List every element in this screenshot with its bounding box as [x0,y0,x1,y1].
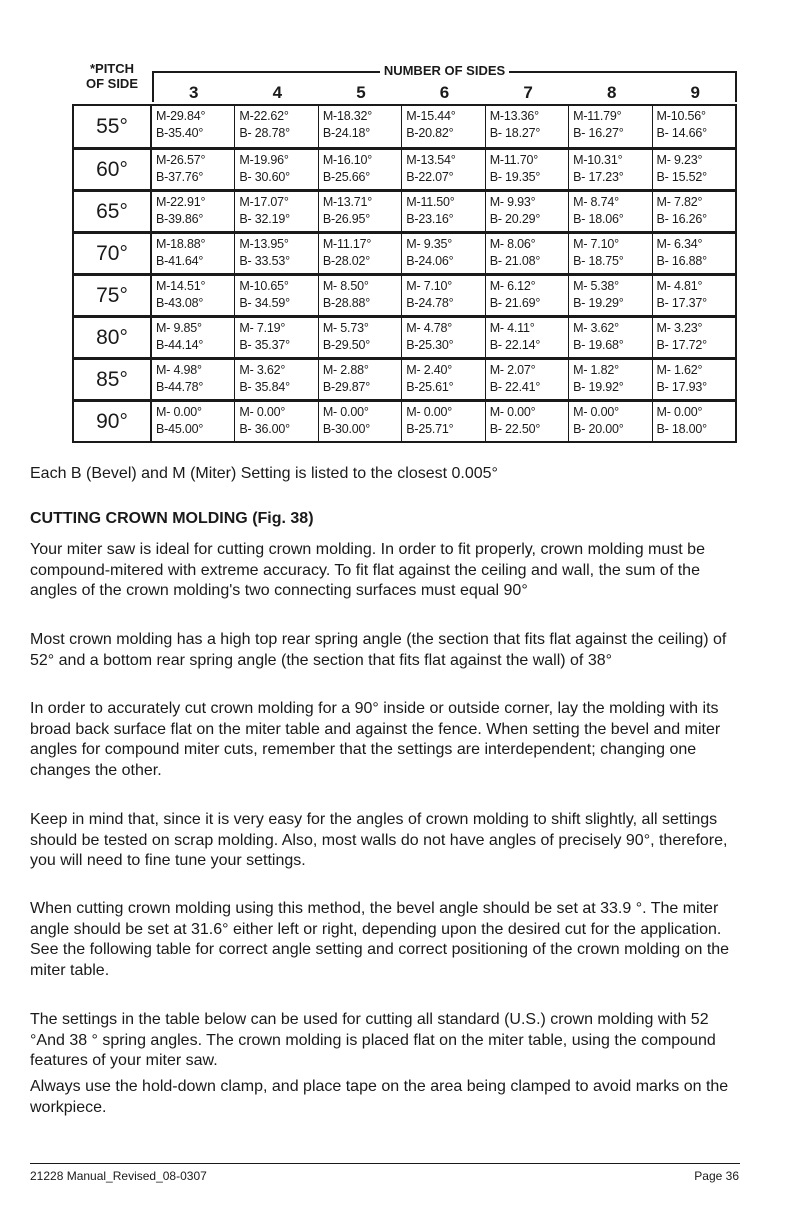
pitch-header-line-1: *PITCH [89,61,135,76]
angle-cell [152,360,235,399]
bevel-value: B-25.61° [406,380,454,394]
angle-cell [402,318,485,357]
miter-value: M- 5.38° [573,279,619,293]
bevel-value: B- 17.23° [573,170,624,184]
angle-cell [569,150,652,189]
sides-header-7: 7 [523,83,533,102]
miter-value: M- 4.11° [489,321,535,335]
pitch-of-side-header [72,61,152,91]
angle-cell [402,234,485,273]
pitch-cell: 80° [72,318,152,357]
miter-value: M- 7.82° [656,195,703,209]
bevel-value: B-23.16° [406,212,454,226]
angle-cell [653,276,737,315]
table-note: Each B (Bevel) and M (Miter) Setting is listed to the closest 0.005° [30,465,498,482]
pitch-cell: 65° [72,192,152,231]
miter-value: M-22.91° [156,195,206,209]
table-row [72,189,737,231]
miter-value: M- 7.10° [573,237,619,251]
pitch-cell: 85° [72,360,152,399]
miter-value: M- 3.23° [656,321,703,335]
bevel-value: B-25.71° [406,422,454,436]
angle-cell [319,150,402,189]
angle-cell [152,192,235,231]
miter-value: M-11.70° [489,153,539,167]
section-heading: CUTTING CROWN MOLDING (Fig. 38) [30,510,314,527]
angle-cell [569,360,652,399]
angle-cell [152,106,235,147]
bevel-value: B-29.87° [322,380,371,394]
bevel-value: B-39.86° [156,212,204,226]
bevel-value: B-24.06° [406,254,454,268]
sides-header-6: 6 [439,83,450,102]
pitch-cell: 75° [72,276,152,315]
miter-value: M- 9.85° [156,321,202,335]
angle-cell [653,150,737,189]
angle-cell [152,234,235,273]
bevel-value: B-35.40° [156,126,204,140]
paragraph-6: The settings in the table below can be used for cutting all standard (U.S.) crown molding with 52 °And 38 ° spring angles. The crown molding is placed flat on the miter table, using the compound features of your miter saw. [30,1011,716,1069]
angle-cell [569,234,652,273]
angle-cell [319,276,402,315]
angle-cell [653,234,737,273]
bevel-value: B- 19.29° [573,296,624,310]
miter-value: M- 2.88° [322,363,369,377]
paragraph-3: In order to accurately cut crown molding for a 90° inside or outside corner, lay the molding with its broad back surface flat on the miter table and against the fence. When setting the bevel and miter angles for compound miter cuts, remember that the settings are interdependent; changing one changes the other. [30,700,721,779]
miter-value: M-22.62° [239,109,289,123]
bevel-value: B- 19.92° [573,380,624,394]
bevel-value: B- 19.35° [489,170,541,184]
angle-cell [486,234,569,273]
miter-value: M- 0.00° [406,405,453,419]
sides-header-8: 8 [606,83,617,102]
bevel-value: B-28.88° [322,296,371,310]
bevel-value: B-44.78° [156,380,204,394]
miter-value: M- 9.35° [406,237,453,251]
angle-cell [569,318,652,357]
bevel-value: B- 15.52° [656,170,707,184]
angle-cell [569,276,652,315]
bevel-value: B- 35.84° [239,380,290,394]
table-row [72,273,737,315]
bevel-value: B-20.82° [406,126,454,140]
angle-cell [653,360,737,399]
miter-value: M- 5.73° [322,321,369,335]
angle-cell [235,234,318,273]
angle-cell [235,192,318,231]
bevel-value: B- 20.29° [489,212,541,226]
bevel-value: B- 22.41° [489,380,541,394]
miter-value: M-16.10° [322,153,373,167]
table-row [72,106,737,147]
bevel-value: B-30.00° [322,422,371,436]
miter-bevel-table [72,104,737,443]
miter-value: M-11.79° [573,109,622,123]
bevel-value: B- 20.00° [573,422,624,436]
angle-cell [235,106,318,147]
angle-cell [653,318,737,357]
bevel-value: B-41.64° [156,254,204,268]
angle-cell [402,106,485,147]
miter-value: M-18.88° [156,237,206,251]
bevel-value: B-25.30° [406,338,454,352]
bevel-value: B-24.18° [322,126,371,140]
miter-value: M- 0.00° [656,405,703,419]
pitch-cell: 90° [72,402,152,441]
miter-value: M- 0.00° [573,405,619,419]
miter-value: M-13.71° [322,195,373,209]
angle-cell [486,318,569,357]
angle-cell [486,106,569,147]
angle-cell [319,234,402,273]
miter-value: M-19.96° [239,153,289,167]
miter-value: M-10.56° [656,109,706,123]
miter-value: M- 4.98° [156,363,202,377]
miter-value: M-14.51° [156,279,206,293]
bevel-value: B- 28.78° [239,126,290,140]
sides-header-3: 3 [189,83,199,102]
angle-cell [152,150,235,189]
pitch-cell: 55° [72,106,152,147]
miter-value: M- 0.00° [239,405,286,419]
miter-value: M- 2.07° [489,363,536,377]
miter-value: M- 9.93° [489,195,536,209]
bevel-value: B- 14.66° [656,126,707,140]
bevel-value: B- 19.68° [573,338,624,352]
bevel-value: B-37.76° [156,170,204,184]
angle-cell [486,360,569,399]
pitch-cell: 70° [72,234,152,273]
angle-cell [235,318,318,357]
angle-cell [402,360,485,399]
miter-value: M-11.17° [322,237,372,251]
bevel-value: B- 18.27° [489,126,541,140]
angle-cell [653,402,737,441]
miter-value: M-17.07° [239,195,289,209]
paragraph-2: Most crown molding has a high top rear spring angle (the section that fits flat against the ceiling) of 52° and a bottom rear spring angle (the section that fits flat against the wall) of 38° [30,631,727,669]
miter-value: M-11.50° [406,195,455,209]
angle-cell [653,106,737,147]
miter-value: M-29.84° [156,109,206,123]
miter-value: M- 4.81° [656,279,703,293]
angle-cell [653,192,737,231]
bevel-value: B- 16.26° [656,212,707,226]
table-row [72,357,737,399]
bevel-value: B- 17.93° [656,380,707,394]
paragraph-7: Always use the hold-down clamp, and place tape on the area being clamped to avoid marks on the workpiece. [30,1078,729,1116]
miter-value: M-13.36° [489,109,539,123]
miter-value: M-18.32° [322,109,373,123]
miter-value: M- 8.06° [489,237,536,251]
bevel-value: B- 22.14° [489,338,541,352]
miter-value: M- 0.00° [322,405,369,419]
pitch-cell: 60° [72,150,152,189]
angle-cell [486,402,569,441]
bevel-value: B- 35.37° [239,338,290,352]
bevel-value: B- 21.69° [489,296,541,310]
angle-cell [152,402,235,441]
pitch-header-line-2: OF SIDE [85,76,138,91]
paragraph-1: Your miter saw is ideal for cutting crown molding. In order to fit properly, crown molding must be compound-mitered with extreme accuracy. To fit flat against the ceiling and wall, the sum of the angles of the crown molding's two connecting surfaces must equal 90° [30,541,705,599]
bevel-value: B- 17.37° [656,296,707,310]
angle-cell [486,276,569,315]
bevel-value: B- 33.53° [239,254,290,268]
number-of-sides-label: NUMBER OF SIDES [152,63,737,78]
bevel-value: B- 16.88° [656,254,707,268]
bevel-value: B-43.08° [156,296,204,310]
angle-cell [569,402,652,441]
footer-document-id: 21228 Manual_Revised_08-0307 [30,1169,207,1183]
sides-header-4: 4 [272,83,283,102]
bevel-value: B-24.78° [406,296,454,310]
angle-cell [235,276,318,315]
table-row [72,231,737,273]
miter-value: M- 0.00° [489,405,536,419]
miter-value: M-13.95° [239,237,289,251]
bevel-value: B-45.00° [156,422,204,436]
bevel-value: B- 21.08° [489,254,541,268]
angle-cell [235,150,318,189]
miter-value: M- 2.40° [406,363,453,377]
bevel-value: B- 16.27° [573,126,624,140]
angle-cell [319,318,402,357]
miter-value: M-26.57° [156,153,206,167]
angle-cell [486,150,569,189]
miter-value: M- 7.10° [406,279,453,293]
miter-value: M- 4.78° [406,321,453,335]
angle-cell [235,360,318,399]
footer-rule [30,1163,740,1164]
bevel-value: B- 36.00° [239,422,290,436]
angle-cell [235,402,318,441]
bevel-value: B- 18.00° [656,422,707,436]
miter-value: M-13.54° [406,153,456,167]
angle-cell [569,192,652,231]
bevel-value: B- 18.75° [573,254,624,268]
bevel-value: B- 30.60° [239,170,290,184]
miter-value: M- 3.62° [573,321,619,335]
angle-cell [402,276,485,315]
paragraph-5: When cutting crown molding using this method, the bevel angle should be set at 33.9 °. The miter angle should be set at 31.6° either left or right, depending upon the desired cut for the application. See the following table for correct angle setting and correct positioning of the crown molding on the miter table. [30,900,730,979]
miter-value: M- 8.50° [322,279,369,293]
angle-cell [319,192,402,231]
bevel-value: B-29.50° [322,338,371,352]
table-row [72,147,737,189]
miter-value: M- 1.82° [573,363,619,377]
table-row [72,399,737,441]
footer-page-number: Page 36 [694,1169,739,1183]
miter-value: M- 6.12° [489,279,536,293]
angle-cell [319,106,402,147]
angle-cell [402,402,485,441]
angle-cell [152,276,235,315]
bevel-value: B- 22.50° [489,422,541,436]
angle-cell [402,150,485,189]
sides-header-9: 9 [690,83,700,102]
paragraph-4: Keep in mind that, since it is very easy for the angles of crown molding to shift slightly, all settings should be tested on scrap molding. Also, most walls do not have angles of precisely 90°, therefore, you will need to fine tune your settings. [30,811,728,869]
miter-value: M- 1.62° [656,363,703,377]
miter-value: M-15.44° [406,109,456,123]
miter-value: M- 7.19° [239,321,286,335]
angle-cell [319,360,402,399]
bevel-value: B-26.95° [322,212,371,226]
bevel-value: B- 17.72° [656,338,707,352]
table-row [72,315,737,357]
miter-value: M- 6.34° [656,237,703,251]
miter-value: M- 0.00° [156,405,202,419]
sides-header-row [152,84,737,102]
bevel-value: B-44.14° [156,338,204,352]
miter-value: M-10.65° [239,279,289,293]
miter-value: M-10.31° [573,153,623,167]
bevel-value: B-22.07° [406,170,454,184]
angle-cell [319,402,402,441]
angle-cell [486,192,569,231]
bevel-value: B-25.66° [322,170,371,184]
bevel-value: B-28.02° [322,254,371,268]
miter-value: M- 3.62° [239,363,286,377]
bevel-value: B- 34.59° [239,296,290,310]
bevel-value: B- 32.19° [239,212,290,226]
angle-cell [152,318,235,357]
sides-header-5: 5 [356,83,366,102]
bevel-value: B- 18.06° [573,212,624,226]
angle-cell [569,106,652,147]
angle-cell [402,192,485,231]
miter-value: M- 8.74° [573,195,619,209]
miter-value: M- 9.23° [656,153,703,167]
